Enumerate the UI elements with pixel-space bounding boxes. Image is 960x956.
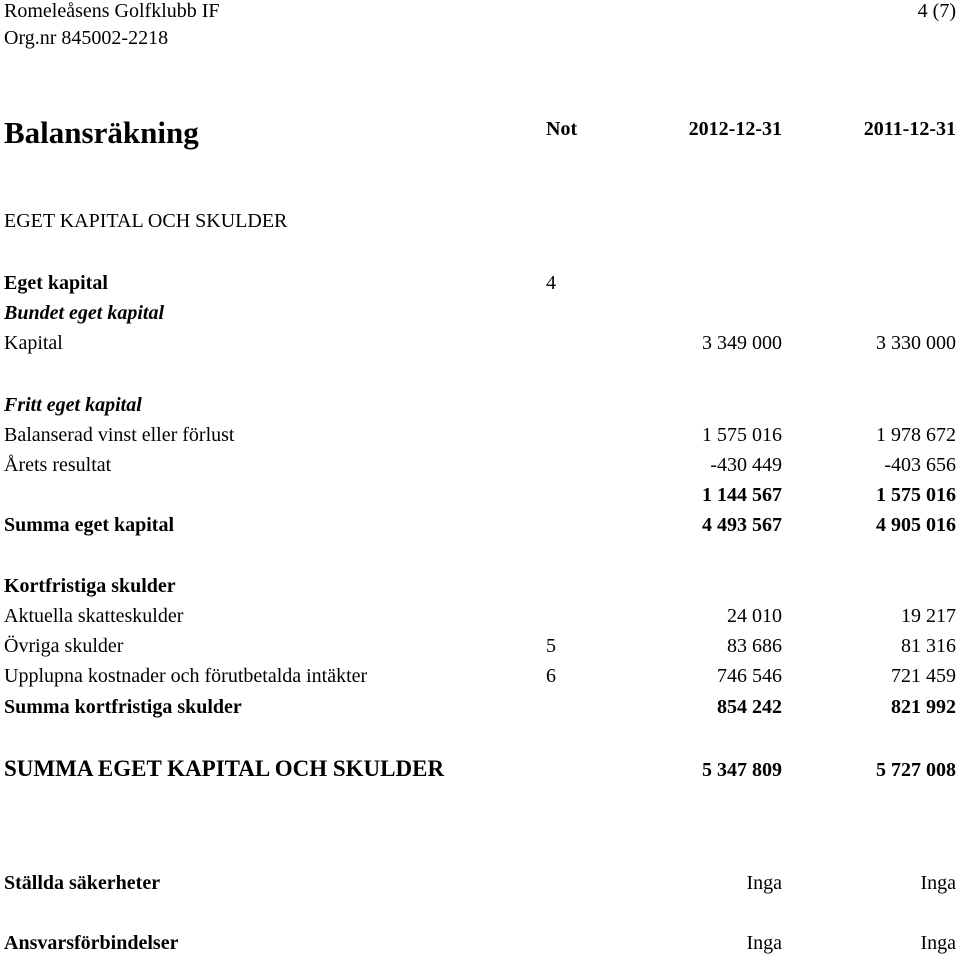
liabilities-total-label: Summa kortfristiga skulder <box>4 696 242 718</box>
row-value-current: 24 010 <box>727 605 782 627</box>
equity-total-label: Summa eget kapital <box>4 514 174 536</box>
contingent-liabilities-current: Inga <box>746 932 782 954</box>
row-label: Kapital <box>4 332 63 354</box>
subtotal-value-previous: 1 575 016 <box>876 484 956 506</box>
grand-total-label: SUMMA EGET KAPITAL OCH SKULDER <box>4 756 445 781</box>
row-label: Årets resultat <box>4 454 112 476</box>
row-value-current: 1 575 016 <box>702 424 782 446</box>
column-header-previous: 2011-12-31 <box>863 118 956 140</box>
page-title: Balansräkning <box>4 115 199 150</box>
row-label: Aktuella skatteskulder <box>4 605 184 627</box>
equity-total-previous: 4 905 016 <box>876 514 956 536</box>
liabilities-total-previous: 821 992 <box>891 696 956 718</box>
row-value-previous: 721 459 <box>891 665 956 687</box>
row-value-current: -430 449 <box>710 454 782 476</box>
free-equity-heading: Fritt eget kapital <box>4 394 142 416</box>
row-value-current: 746 546 <box>717 665 782 687</box>
org-number: Org.nr 845002-2218 <box>4 27 169 49</box>
pledged-assets-previous: Inga <box>920 872 956 894</box>
row-value-current: 83 686 <box>727 635 782 657</box>
column-header-current: 2012-12-31 <box>688 118 782 140</box>
row-value-previous: 1 978 672 <box>876 424 956 446</box>
row-value-current: 3 349 000 <box>702 332 782 354</box>
equity-note: 4 <box>546 272 556 294</box>
subtotal-value-current: 1 144 567 <box>702 484 782 506</box>
pledged-assets-label: Ställda säkerheter <box>4 872 161 894</box>
row-value-previous: 81 316 <box>901 635 956 657</box>
row-label: Balanserad vinst eller förlust <box>4 424 235 446</box>
pledged-assets-current: Inga <box>746 872 782 894</box>
grand-total-previous: 5 727 008 <box>876 759 956 781</box>
column-header-not: Not <box>546 118 578 140</box>
row-label: Upplupna kostnader och förutbetalda intäkter <box>4 665 368 687</box>
liabilities-total-current: 854 242 <box>717 696 782 718</box>
contingent-liabilities-previous: Inga <box>920 932 956 954</box>
equity-total-current: 4 493 567 <box>702 514 782 536</box>
contingent-liabilities-label: Ansvarsförbindelser <box>4 932 179 954</box>
row-note: 5 <box>546 635 556 657</box>
section-title: EGET KAPITAL OCH SKULDER <box>4 210 288 232</box>
page-number: 4 (7) <box>917 0 956 22</box>
restricted-equity-heading: Bundet eget kapital <box>4 302 164 324</box>
liabilities-heading: Kortfristiga skulder <box>4 575 176 597</box>
row-label: Övriga skulder <box>4 635 124 657</box>
equity-heading: Eget kapital <box>4 272 108 294</box>
grand-total-current: 5 347 809 <box>702 759 782 781</box>
row-value-previous: 19 217 <box>901 605 956 627</box>
row-value-previous: -403 656 <box>884 454 956 476</box>
row-value-previous: 3 330 000 <box>876 332 956 354</box>
row-note: 6 <box>546 665 556 687</box>
org-name: Romeleåsens Golfklubb IF <box>4 0 220 22</box>
